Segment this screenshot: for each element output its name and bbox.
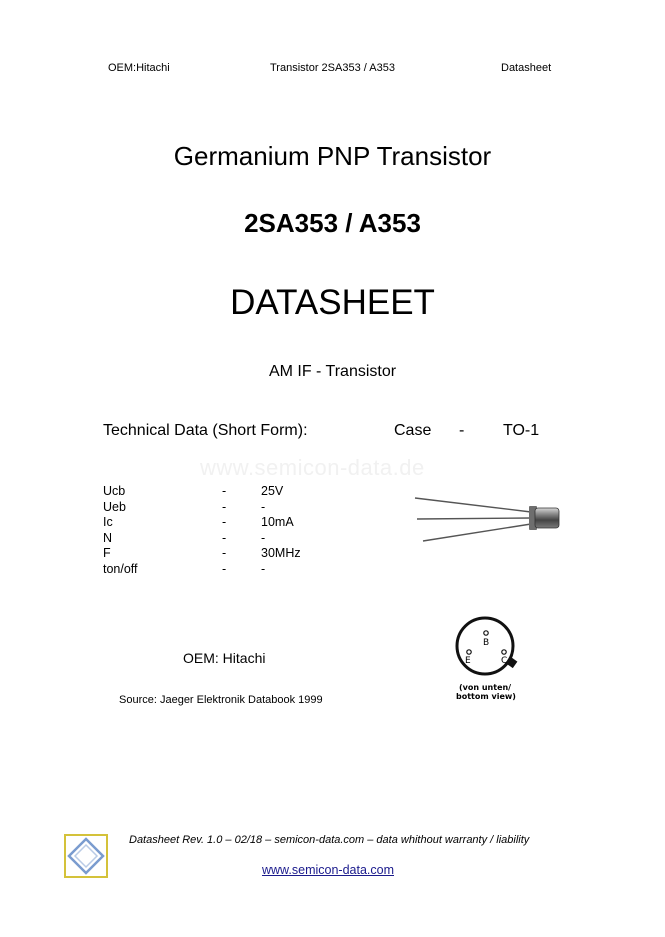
transistor-illustration: [413, 488, 565, 548]
document-subtitle: Germanium PNP Transistor: [173, 141, 492, 171]
header-doc-type: Datasheet: [501, 62, 552, 74]
spec-dash: -: [222, 484, 227, 498]
transistor-lead: [423, 524, 531, 541]
spec-row: [103, 562, 503, 578]
pin-e-dot: [467, 650, 471, 654]
spec-param: Ucb: [103, 484, 126, 498]
footer-link[interactable]: www.semicon-data.com: [262, 863, 394, 877]
spec-value: 25V: [261, 484, 284, 498]
spec-value: -: [261, 561, 266, 576]
spec-dash: -: [222, 499, 227, 514]
specs-table: [103, 484, 403, 580]
oem-line: OEM: Hitachi: [183, 650, 266, 666]
watermark: www.semicon-data.de: [200, 455, 425, 480]
case-dash: -: [459, 422, 465, 439]
spec-dash: -: [222, 546, 227, 560]
transistor-can: [535, 508, 559, 528]
case-label: Case: [394, 422, 432, 439]
spec-param: N: [103, 530, 113, 545]
pin-b-dot: [484, 631, 488, 635]
header-oem: OEM:Hitachi: [108, 62, 170, 74]
model-number: 2SA353 / A353: [244, 208, 421, 238]
spec-value: -: [261, 499, 266, 514]
pin-e-label: E: [465, 656, 471, 666]
pin-b-label: B: [483, 638, 490, 648]
pinout-caption-line1: (von unten/: [459, 683, 512, 692]
case-value: TO-1: [503, 422, 540, 439]
header-part: Transistor 2SA353 / A353: [270, 62, 395, 74]
spec-value: -: [261, 530, 266, 545]
pin-c-label: C: [501, 656, 508, 666]
application-description: AM IF - Transistor: [268, 363, 397, 380]
spec-dash: -: [222, 515, 227, 529]
spec-param: Ueb: [103, 499, 126, 514]
pinout-caption-line2: bottom view): [456, 692, 516, 701]
transistor-lead: [415, 498, 531, 512]
technical-data-label: Technical Data (Short Form):: [103, 422, 308, 439]
spec-param: Ic: [103, 515, 113, 529]
pin-c-dot: [502, 650, 506, 654]
spec-row: [103, 546, 503, 562]
datasheet-heading: DATASHEET: [230, 283, 435, 322]
spec-value: 10mA: [261, 515, 294, 529]
spec-param: ton/off: [103, 561, 138, 576]
logo-border: [65, 835, 107, 877]
pinout-diagram: [449, 614, 529, 704]
source-line: Source: Jaeger Elektronik Databook 1999: [119, 694, 323, 706]
spec-dash: -: [222, 530, 227, 545]
footer-note: Datasheet Rev. 1.0 – 02/18 – semicon-data.com – data whithout warranty / liability: [129, 834, 530, 846]
spec-value: 30MHz: [261, 546, 301, 560]
spec-param: F: [103, 546, 111, 560]
semicon-logo: [64, 834, 108, 878]
spec-dash: -: [222, 561, 227, 576]
transistor-lead: [417, 518, 531, 519]
